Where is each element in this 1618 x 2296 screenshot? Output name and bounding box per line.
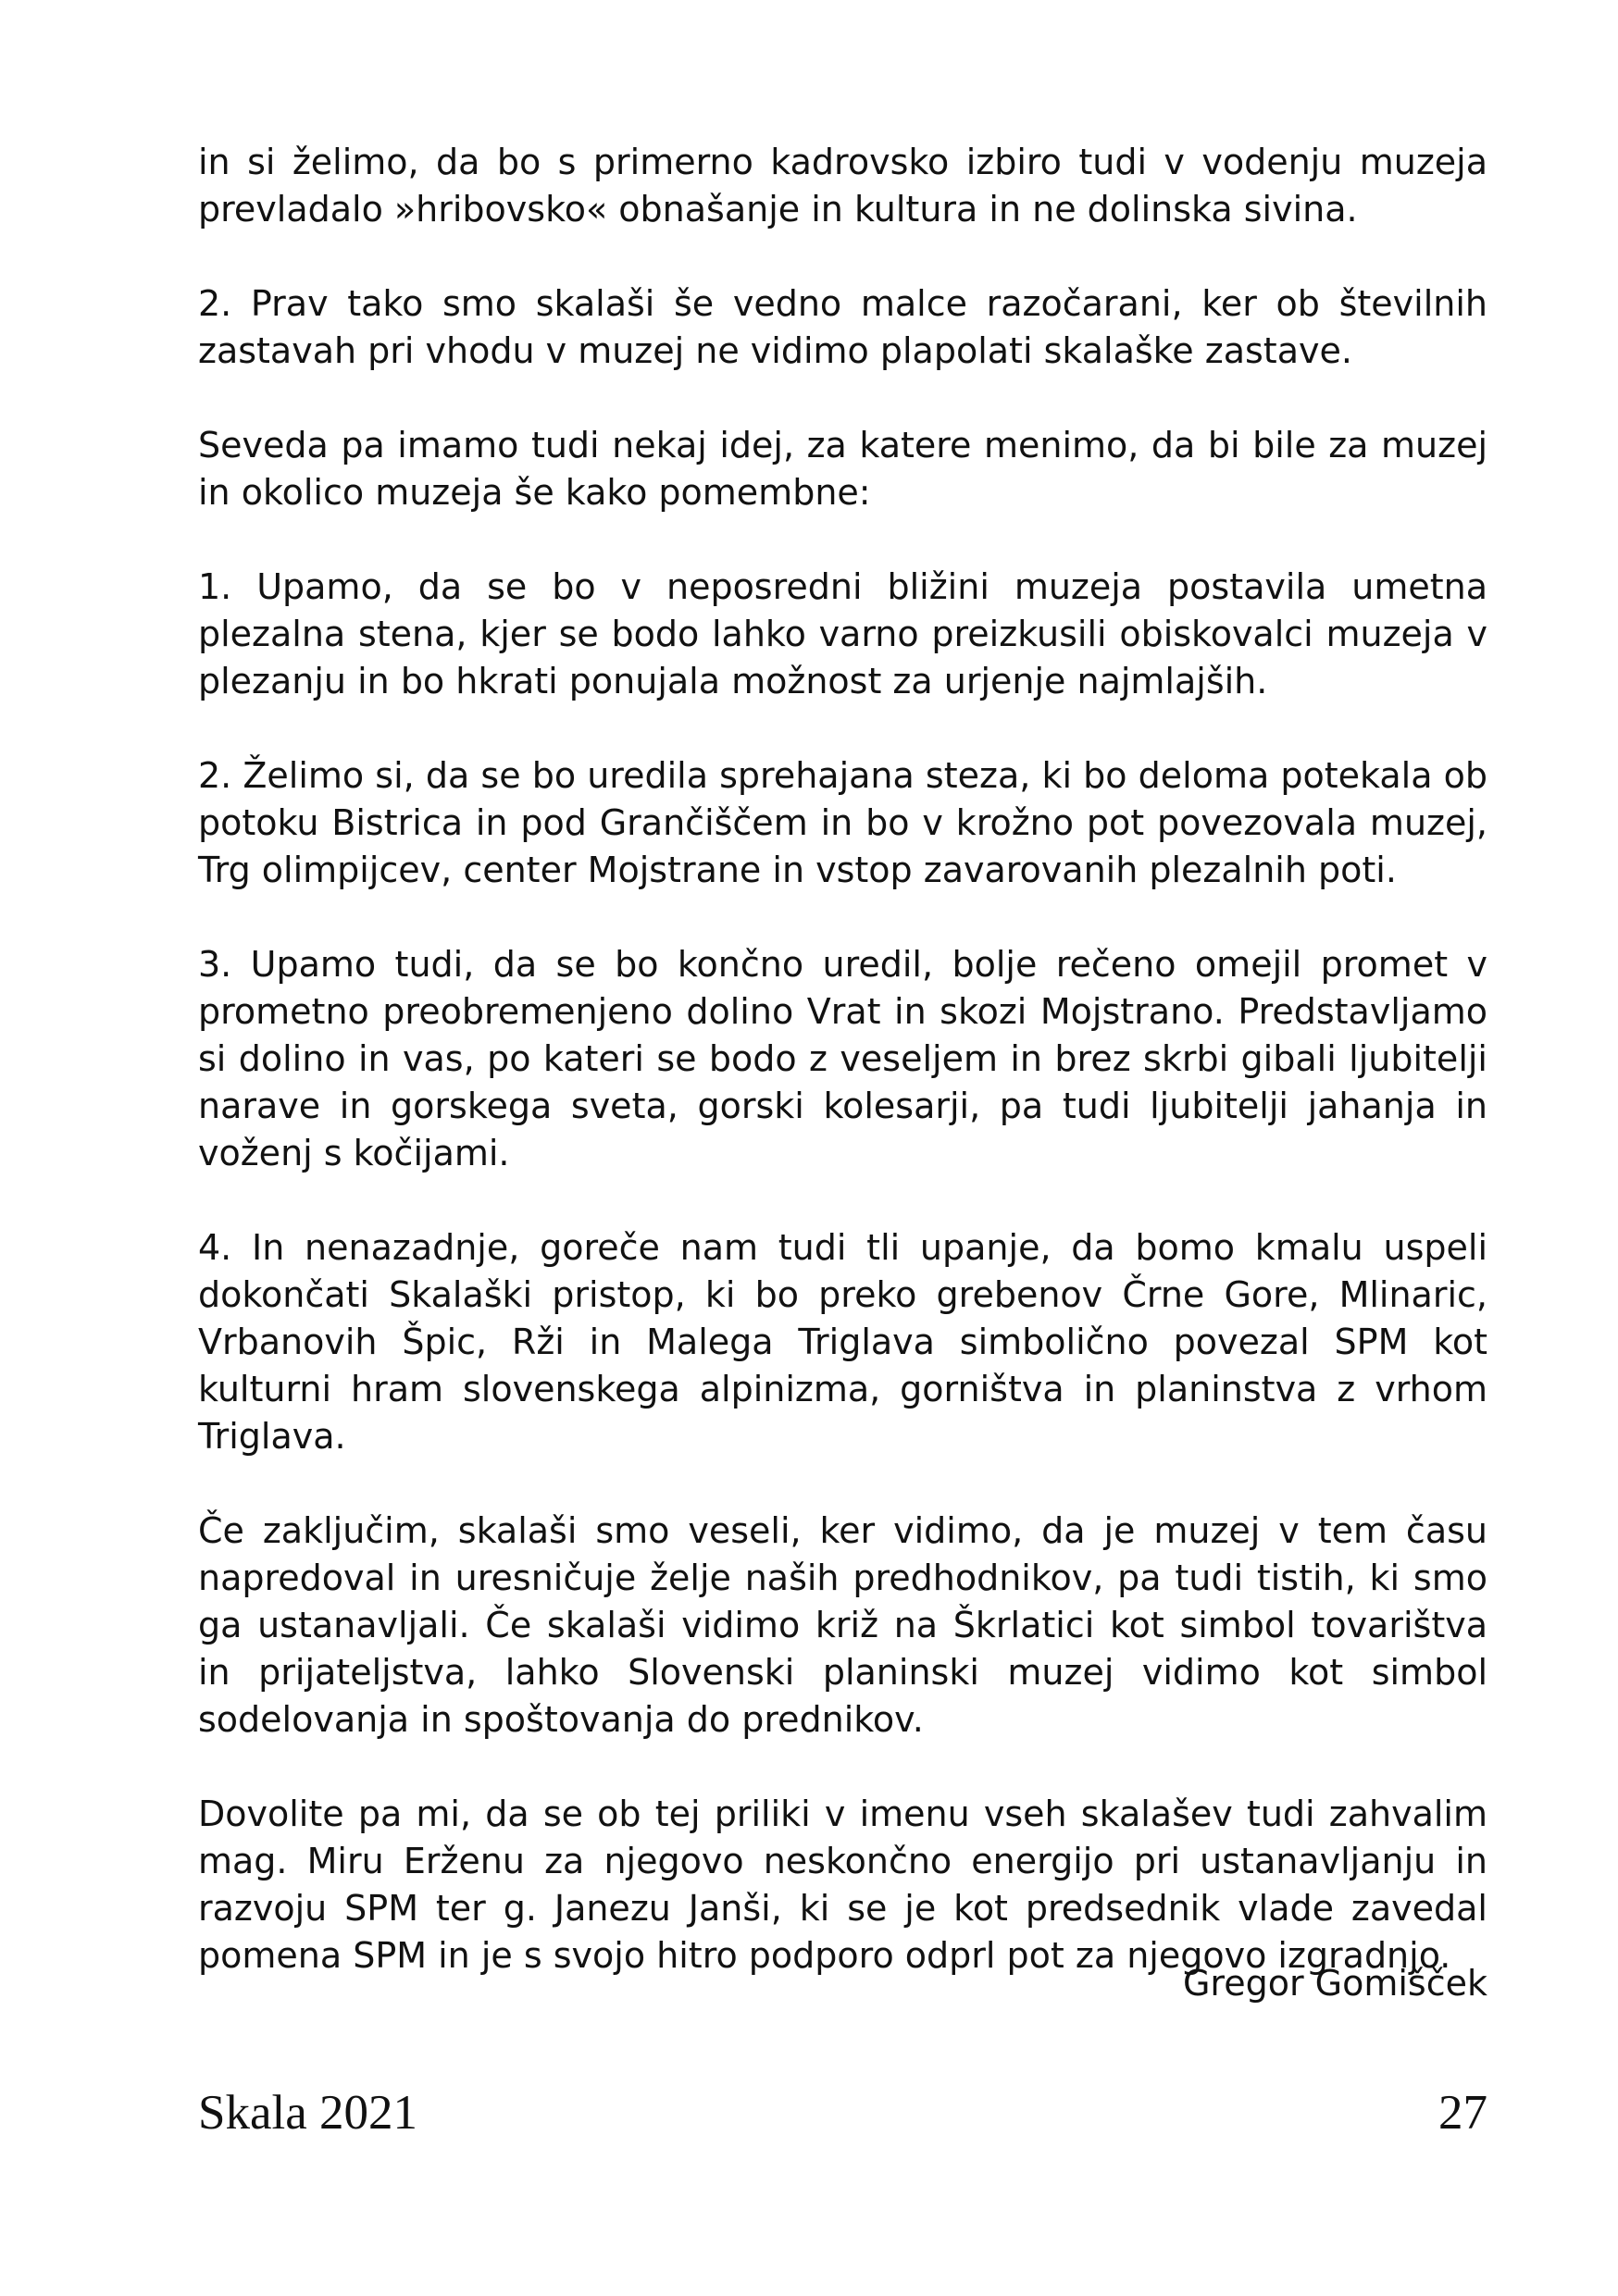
paragraph: in si želimo, da bo s primerno kadrovsko izbiro tudi v vodenju muzeja prevladalo »hribovsko« obnašanje in kultura in ne dolinska sivina. [198,142,1487,230]
paragraph: Če zaključim, skalaši smo veseli, ker vidimo, da je muzej v tem času napredoval in uresničuje želje naših predhodnikov, pa tudi tistih, ki smo ga ustanavljali. Če skalaši vidimo križ na Škrlatici kot simbol tovarištva in prijateljstva, lahko Slovenski planinski muzej vidimo kot simbol sodelovanja in spoštovanja do prednikov. [198,1510,1487,1740]
paragraph: 2. Želimo si, da se bo uredila sprehajana steza, ki bo deloma potekala ob potoku Bistrica in pod Grančiščem in bo v krožno pot povezovala muzej, Trg olimpijcev, center Mojstrane in vstop zavarovanih plezalnih poti. [198,755,1487,890]
article-body [198,139,1487,2027]
paragraph: 1. Upamo, da se bo v neposredni bližini muzeja postavila umetna plezalna stena, kjer se bodo lahko varno preizkusili obiskovalci muzeja v plezanju in bo hkrati ponujala možnost za urjenje najmlajših. [198,566,1487,701]
author-signature: Gregor Gomišček [1182,1963,1487,2004]
paragraph: 4. In nenazadnje, goreče nam tudi tli upanje, da bomo kmalu uspeli dokončati Skalaški pristop, ki bo preko grebenov Črne Gore, Mlinaric, Vrbanovih Špic, Rži in Malega Triglava simbolično povezal SPM kot kulturni hram slovenskega alpinizma, gorništva in planinstva z vrhom Triglava. [198,1227,1487,1457]
paragraph: Seveda pa imamo tudi nekaj idej, za katere menimo, da bi bile za muzej in okolico muzeja še kako pomembne: [198,425,1487,513]
paragraph: Dovolite pa mi, da se ob tej priliki v imenu vseh skalašev tudi zahvalim mag. Miru Erženu za njegovo neskončno energijo pri ustanavljanju in razvoju SPM ter g. Janezu Janši, ki se je kot predsednik vlade zavedal pomena SPM in je s svojo hitro podporo odprl pot za njegovo izgradnjo. [198,1793,1487,1976]
publication-title: Skala 2021 [198,2086,417,2140]
paragraph: 3. Upamo tudi, da se bo končno uredil, bolje rečeno omejil promet v prometno preobremenjeno dolino Vrat in skozi Mojstrano. Predstavljamo si dolino in vas, po kateri se bodo z veseljem in brez skrbi gibali ljubitelji narave in gorskega sveta, gorski kolesarji, pa tudi ljubitelji jahanja in voženj s kočijami. [198,944,1487,1173]
page-number: 27 [1438,2086,1487,2140]
paragraph: 2. Prav tako smo skalaši še vedno malce razočarani, ker ob številnih zastavah pri vhodu v muzej ne vidimo plapolati skalaške zastave. [198,283,1487,371]
